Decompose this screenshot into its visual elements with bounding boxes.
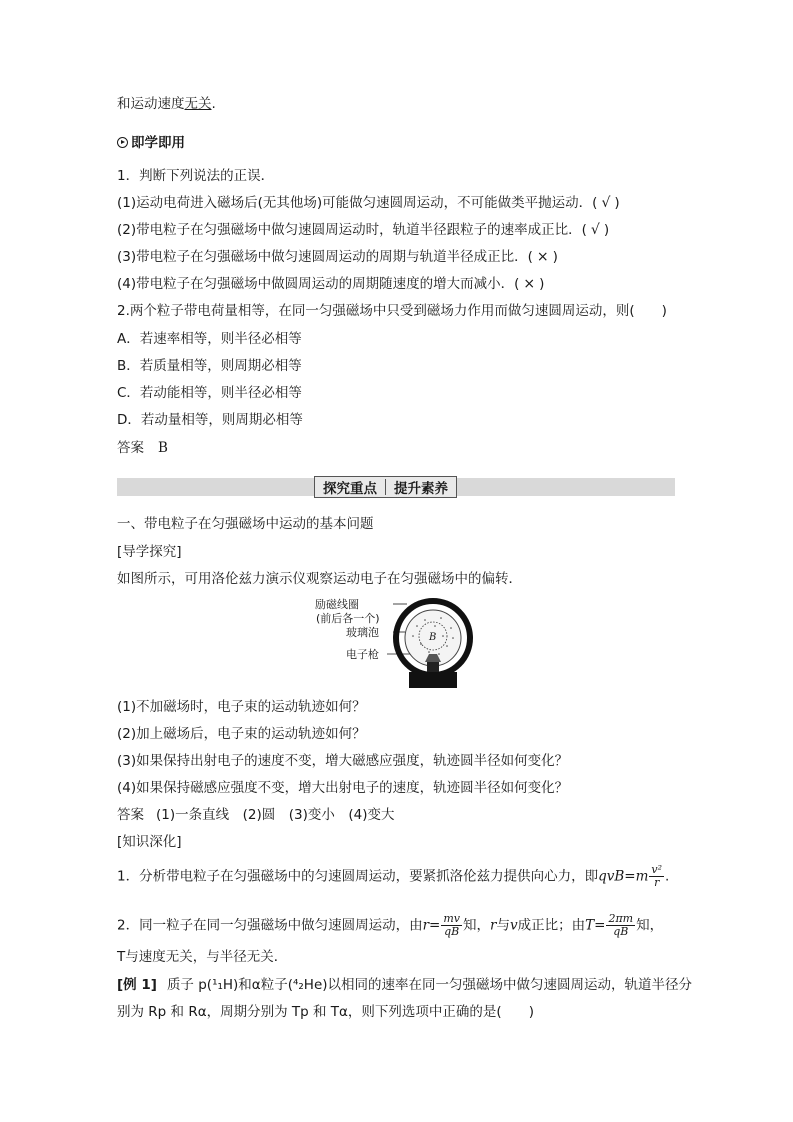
point2-r-eq: r= (422, 917, 441, 934)
q1-item-text: (3)带电粒子在匀强磁场中做匀速圆周运动的周期与轨道半径成正比．( (117, 249, 533, 265)
guide-answer (117, 806, 395, 824)
q2-option-a: A．若速率相等，则半径必相等 (117, 331, 302, 347)
continued-text-prefix: 和运动速度 (117, 96, 185, 112)
fraction-numerator: v² (651, 863, 663, 876)
continued-text-line (117, 95, 216, 113)
banner-right-text: 提升素养 (394, 481, 448, 497)
part1-heading: 一、带电粒子在匀强磁场中运动的基本问题 (117, 516, 374, 532)
point2-text-b: 知， (463, 917, 491, 934)
example-1-line-2: 别为 Rp 和 Rα，周期分别为 Tp 和 Tα，则下列选项中正确的是( ) (117, 1004, 534, 1020)
check-mark-icon: √ (601, 195, 611, 211)
stand-base (409, 672, 457, 688)
cross-mark-icon: × (536, 249, 549, 265)
cross-mark-icon: × (523, 276, 536, 292)
point2-var-r: r (490, 917, 497, 934)
answer-value: (1)一条直线 (2)圆 (3)变小 (4)变大 (156, 807, 395, 823)
point1-text: 1．分析带电粒子在匀强磁场中的匀速圆周运动，要紧抓洛伦兹力提供向心力，即 (117, 868, 599, 885)
lorentz-demo-diagram (305, 596, 475, 690)
q2-option-b: B．若质量相等，则周期必相等 (117, 358, 302, 374)
knowledge-point-2-cont: T与速度无关，与半径无关． (117, 949, 288, 965)
fraction-denominator: qB (444, 925, 460, 938)
q2-option-d: D．若动量相等，则周期必相等 (117, 412, 303, 428)
section-banner (117, 478, 675, 496)
guide-question-3: (3)如果保持出射电子的速度不变，增大磁感应强度，轨迹圆半径如何变化？ (117, 753, 569, 769)
fraction-denominator: qB (613, 925, 629, 938)
q1-item-text: (2)带电粒子在匀强磁场中做匀速圆周运动时，轨道半径跟粒子的速率成正比．( (117, 222, 587, 238)
guide-question-4: (4)如果保持磁感应强度不变，增大出射电子的速度，轨迹圆半径如何变化？ (117, 780, 569, 796)
label-gun: 电子枪 (346, 648, 379, 661)
point2-text-a: 2．同一粒子在同一匀强磁场中做匀速圆周运动，由 (117, 917, 423, 934)
q1-stem: 1．判断下列说法的正误． (117, 168, 275, 184)
example-1-line-1 (117, 976, 692, 994)
guide-title: [导学探究] (117, 544, 182, 560)
section-apply-heading (117, 134, 185, 152)
section-banner-box (314, 476, 457, 498)
point2-t-eq: T= (585, 917, 606, 934)
q1-item-close: ) (552, 249, 558, 265)
play-circle-icon (117, 137, 128, 148)
fraction-numerator: mv (443, 912, 461, 925)
label-bulb: 玻璃泡 (346, 626, 379, 639)
q1-item-close: ) (603, 222, 610, 238)
q1-item-text: (4)带电粒子在匀强磁场中做圆周运动的周期随速度的增大而减小．( (117, 276, 520, 292)
point2-text-f: 成正比；由 (517, 917, 586, 934)
q1-item-close: ) (539, 276, 545, 292)
banner-left-text: 探究重点 (323, 481, 377, 497)
q2-answer (117, 439, 168, 457)
point2-fraction-r (441, 913, 462, 938)
deepen-title: [知识深化] (117, 834, 182, 850)
label-coil: 励磁线圈 (315, 598, 359, 611)
guide-question-1: (1)不加磁场时，电子束的运动轨迹如何？ (117, 699, 366, 715)
q1-item-2 (117, 221, 609, 239)
continued-text-suffix: . (211, 96, 216, 112)
q1-item-1 (117, 194, 620, 212)
point1-end: . (665, 868, 670, 885)
point2-text-g: 知， (636, 917, 664, 934)
q1-item-3 (117, 248, 558, 266)
q1-item-4 (117, 275, 544, 293)
q2-stem: 2.两个粒子带电荷量相等，在同一匀强磁场中只受到磁场力作用而做匀速圆周运动，则( ) (117, 303, 667, 319)
knowledge-point-2 (117, 913, 663, 938)
answer-label: 答案 (117, 807, 144, 823)
fraction-denominator: r (654, 876, 660, 889)
underlined-term: 无关 (184, 96, 212, 112)
knowledge-point-1 (117, 864, 669, 889)
point2-fraction-t (606, 913, 635, 938)
point2-text-d: 与 (496, 917, 510, 934)
section-apply-title: 即学即用 (131, 135, 185, 151)
point2-var-v: v (509, 917, 518, 934)
guide-intro: 如图所示，可用洛伦兹力演示仪观察运动电子在匀强磁场中的偏转． (117, 571, 522, 587)
check-mark-icon: √ (590, 222, 600, 238)
guide-question-2: (2)加上磁场后，电子束的运动轨迹如何？ (117, 726, 366, 742)
point1-fraction (649, 864, 664, 889)
point1-formula: qvB=m (598, 868, 649, 885)
fraction-numerator: 2πm (608, 912, 634, 925)
field-symbol-b: B (429, 632, 437, 643)
answer-label: 答案 (117, 440, 144, 456)
example-text-1: 质子 p(¹₁H)和α粒子(⁴₂He)以相同的速率在同一匀强磁场中做匀速圆周运动，轨道半径分 (166, 977, 693, 993)
label-coil-note: (前后各一个) (316, 612, 380, 625)
q1-item-close: ) (614, 195, 620, 211)
q2-option-c: C．若动能相等，则半径必相等 (117, 385, 302, 401)
q1-item-text: (1)运动电荷进入磁场后(无其他场)可能做匀速圆周运动，不可能做类平抛运动．( (117, 195, 598, 211)
example-tag: [例 1] (117, 977, 157, 993)
stand-neck (427, 662, 439, 672)
answer-value: B (158, 440, 168, 456)
